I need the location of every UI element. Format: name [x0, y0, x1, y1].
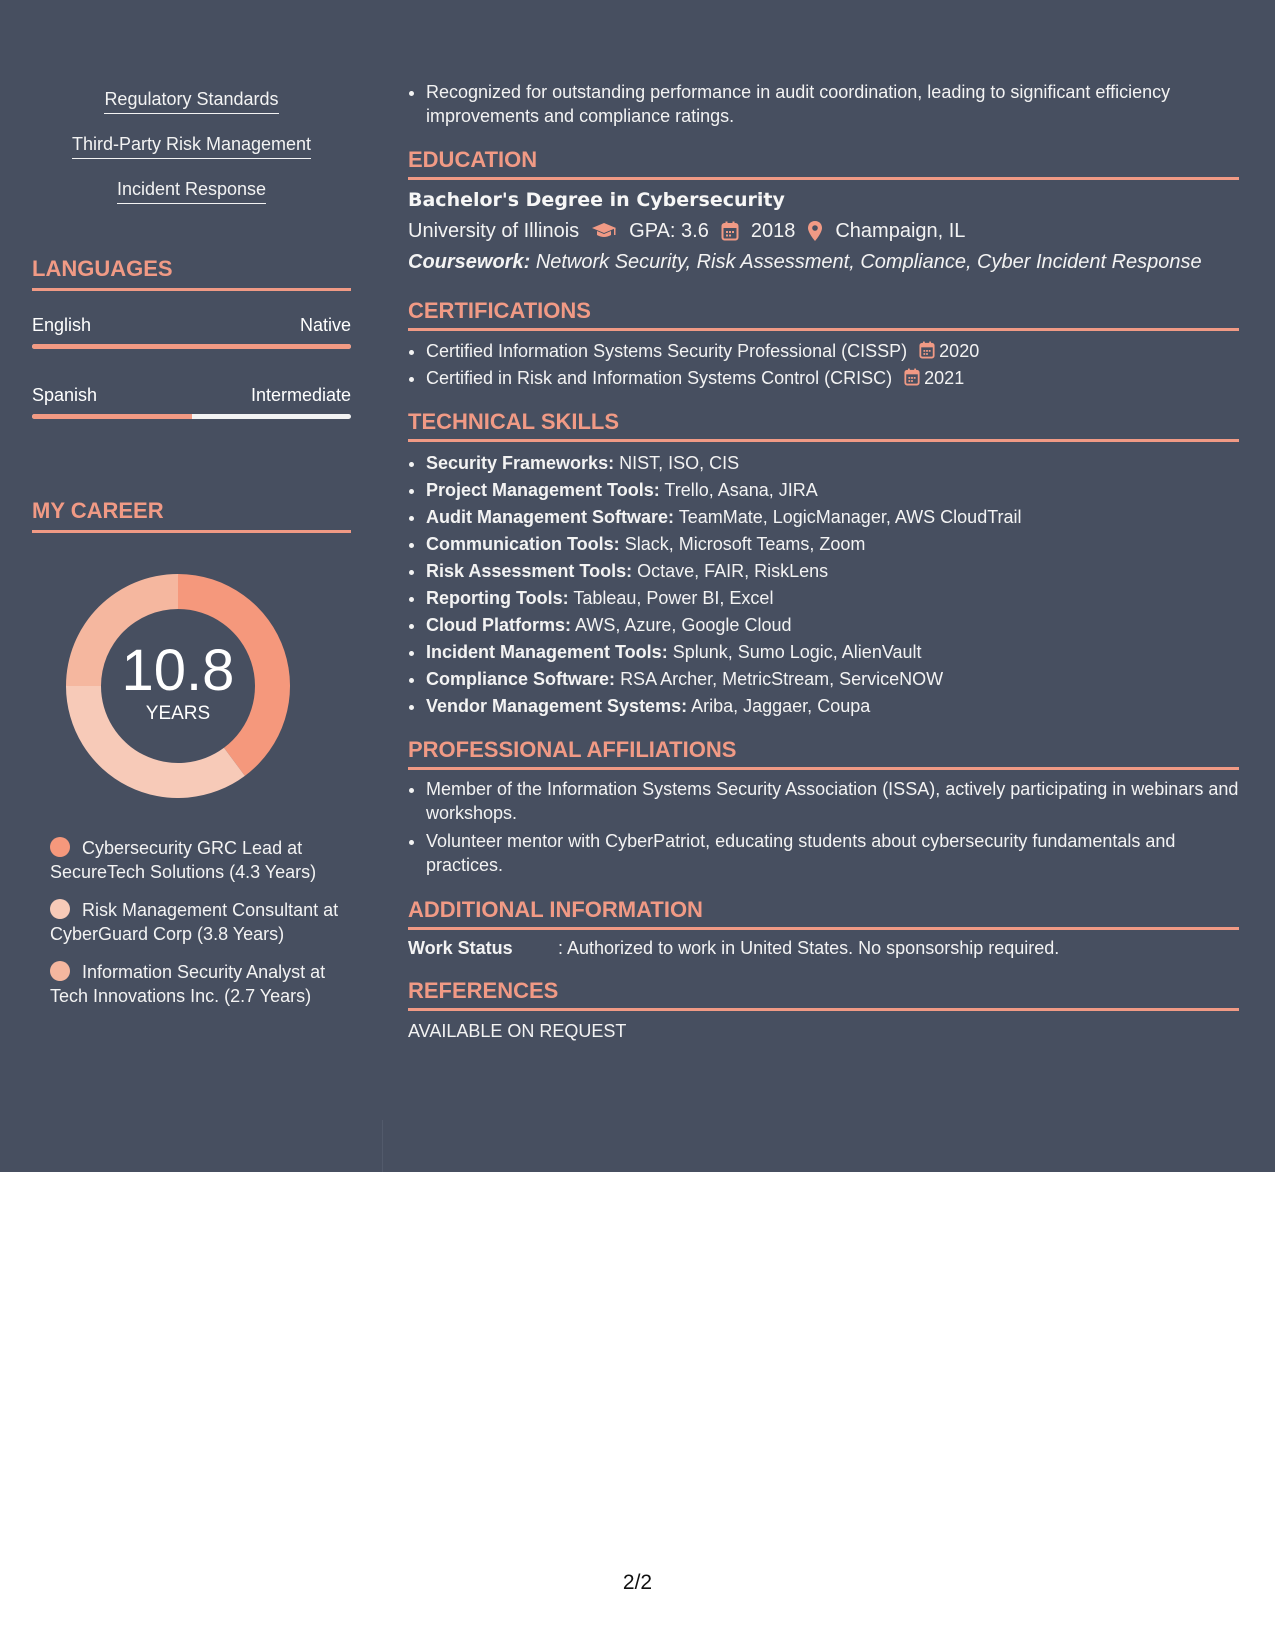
experience-bullet: • Recognized for outstanding performance in audit coordination, leading to significant efficiency improvements and compliance ratings. — [426, 80, 1257, 128]
coursework-value: Network Security, Risk Assessment, Compliance, Cyber Incident Response — [535, 251, 1202, 273]
language-name: Spanish — [32, 385, 98, 405]
legend-label: Cybersecurity GRC Lead at SecureTech Solutions (4.3 Years) — [50, 838, 317, 882]
certification-name: Certified Information Systems Security Professional (CISSP) — [426, 341, 908, 361]
work-status-label: Work Status — [408, 938, 513, 958]
technical-skill-item: • Compliance Software: RSA Archer, MetricStream, ServiceNOW — [426, 666, 1257, 693]
experience-bullets — [408, 80, 1257, 128]
certification-item — [426, 365, 1257, 392]
career-legend-item — [50, 960, 350, 1008]
certification-year: 2021 — [924, 368, 965, 388]
technical-skill-item: • Communication Tools: Slack, Microsoft Teams, Zoom — [426, 531, 1257, 558]
language-name: English — [32, 315, 92, 335]
additional-info-title: ADDITIONAL INFORMATION — [408, 897, 1239, 930]
career-legend-item — [50, 836, 350, 884]
affiliations-title: PROFESSIONAL AFFILIATIONS — [408, 737, 1239, 770]
career-total-years: 10.8 — [121, 638, 235, 703]
career-title: MY CAREER — [32, 498, 351, 533]
affiliation-item: • Volunteer mentor with CyberPatriot, educating students about cybersecurity fundamentals and practices. — [426, 829, 1257, 877]
technical-skill-item: • Incident Management Tools: Splunk, Sumo Logic, AlienVault — [426, 639, 1257, 666]
references-text: AVAILABLE ON REQUEST — [408, 1021, 627, 1041]
column-divider — [382, 1120, 383, 1172]
legend-dot — [50, 961, 70, 981]
technical-skill-item: • Risk Assessment Tools: Octave, FAIR, RiskLens — [426, 558, 1257, 585]
language-english — [32, 314, 351, 349]
page-number: 2/2 — [622, 1571, 653, 1594]
education-location: Champaign, IL — [835, 220, 966, 242]
certification-name: Certified in Risk and Information Systems Control (CRISC) — [426, 368, 893, 388]
education-gpa: GPA: 3.6 — [629, 220, 709, 242]
career-donut-chart — [66, 574, 290, 798]
technical-skill-item: • Security Frameworks: NIST, ISO, CIS — [426, 450, 1257, 477]
technical-skill-item: • Audit Management Software: TeamMate, LogicManager, AWS CloudTrail — [426, 504, 1257, 531]
technical-skills-list — [408, 450, 1257, 720]
certifications-title: CERTIFICATIONS — [408, 298, 1239, 331]
technical-skill-item: • Vendor Management Systems: Ariba, Jaggaer, Coupa — [426, 693, 1257, 720]
skill-link-third-party-risk[interactable]: Third-Party Risk Management — [72, 133, 311, 159]
education-coursework — [408, 248, 1239, 276]
certification-item — [426, 338, 1257, 365]
affiliation-item: • Member of the Information Systems Security Association (ISSA), actively participating in webinars and workshops. — [426, 777, 1257, 825]
technical-skills-title: TECHNICAL SKILLS — [408, 409, 1239, 442]
language-bar-fill — [32, 344, 351, 349]
language-bar — [32, 344, 351, 349]
location-pin-icon — [807, 220, 823, 242]
language-bar — [32, 414, 351, 419]
legend-dot — [50, 899, 70, 919]
affiliations-list — [408, 777, 1257, 877]
skill-link-regulatory-standards[interactable]: Regulatory Standards — [104, 88, 278, 114]
career-legend — [50, 836, 350, 1022]
technical-skill-item: • Project Management Tools: Trello, Asana, JIRA — [426, 477, 1257, 504]
language-bar-fill — [32, 414, 192, 419]
work-status-row — [408, 936, 1239, 960]
education-year: 2018 — [750, 220, 796, 242]
education-school: University of Illinois — [408, 220, 580, 242]
work-status-value: : Authorized to work in United States. No sponsorship required. — [558, 938, 1060, 958]
calendar-icon — [721, 221, 739, 241]
technical-skill-item: • Cloud Platforms: AWS, Azure, Google Cloud — [426, 612, 1257, 639]
education-degree: Bachelor's Degree in Cybersecurity — [408, 189, 785, 211]
technical-skill-item: • Reporting Tools: Tableau, Power BI, Excel — [426, 585, 1257, 612]
graduation-cap-icon — [591, 222, 617, 240]
certification-year: 2020 — [939, 341, 980, 361]
language-level: Native — [299, 315, 351, 335]
legend-label: Risk Management Consultant at CyberGuard Corp (3.8 Years) — [50, 900, 339, 944]
legend-label: Information Security Analyst at Tech Innovations Inc. (2.7 Years) — [50, 962, 326, 1006]
legend-dot — [50, 837, 70, 857]
coursework-label: Coursework: — [408, 251, 531, 273]
career-legend-item — [50, 898, 350, 946]
languages-title: LANGUAGES — [32, 256, 351, 291]
language-spanish — [32, 384, 351, 419]
education-meta — [408, 217, 1239, 245]
language-level: Intermediate — [250, 385, 351, 405]
calendar-icon — [919, 341, 935, 359]
calendar-icon — [904, 368, 920, 386]
certifications-list — [408, 338, 1257, 392]
education-title: EDUCATION — [408, 147, 1239, 180]
career-years-unit: YEARS — [145, 703, 211, 724]
skill-link-incident-response[interactable]: Incident Response — [117, 178, 266, 204]
references-title: REFERENCES — [408, 978, 1239, 1011]
